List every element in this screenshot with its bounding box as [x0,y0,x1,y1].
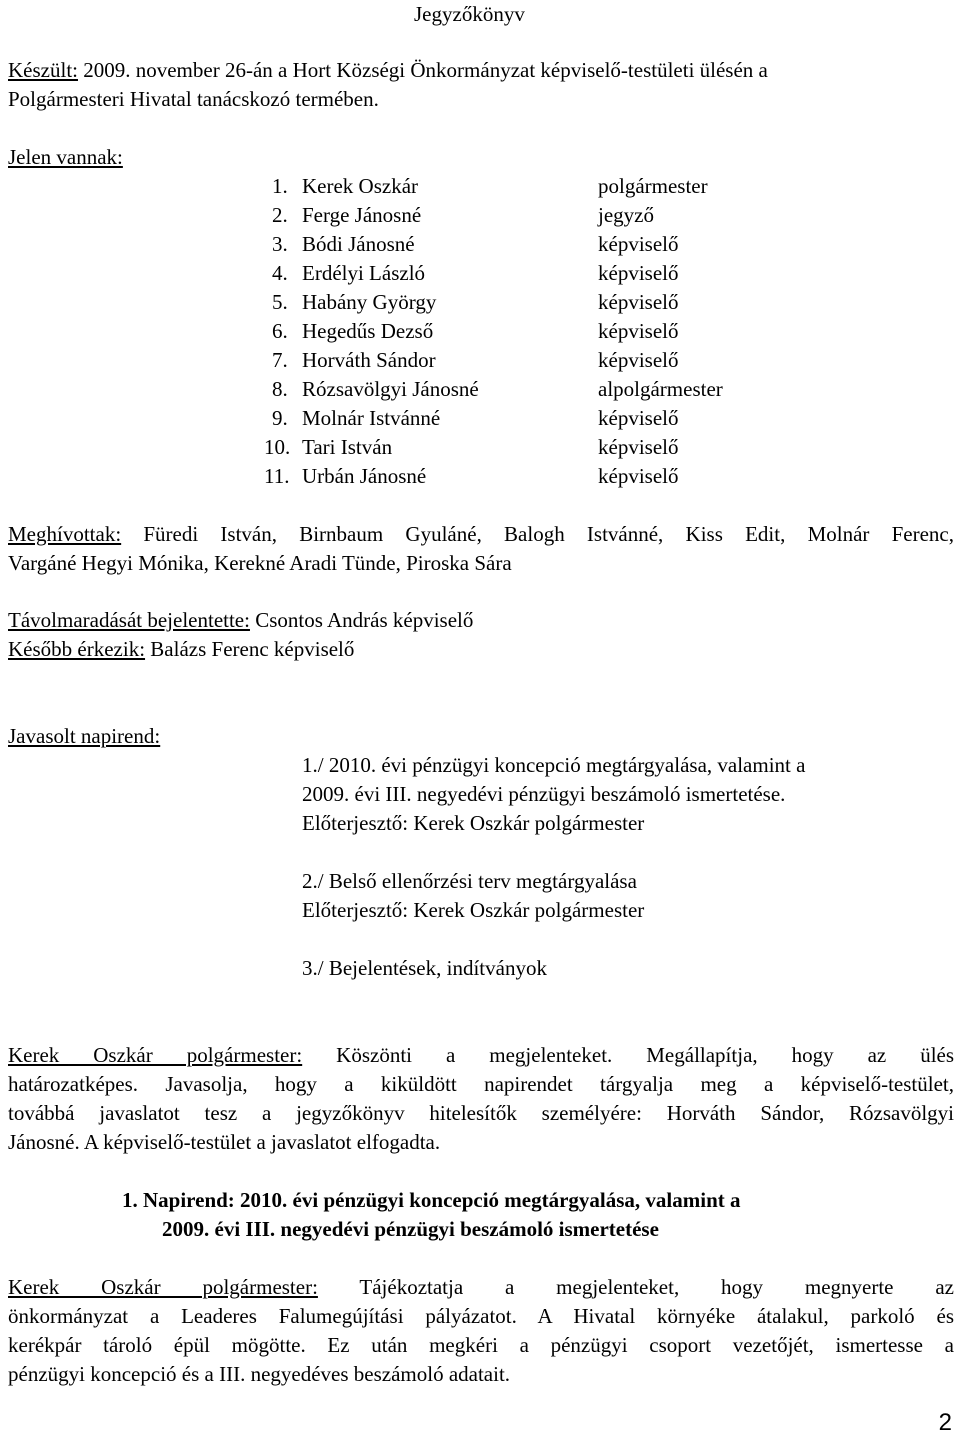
member-name: Kerek Oszkár [302,174,419,198]
member-name: Molnár Istvánné [302,406,441,430]
member-role: jegyző [598,203,654,227]
member-number: 5. [272,290,288,314]
member-number: 10. [264,435,291,459]
keszult-text: 2009. november 26-án a Hort Községi Önkormányzat képviselő-testületi ülésén a [77,58,768,82]
document-title: Jegyzőkönyv [414,2,525,26]
member-name: Rózsavölgyi Jánosné [302,377,479,401]
napirend-item-1: 1./ 2010. évi pénzügyi koncepció megtárgyalása, valamint a [302,753,806,777]
member-number: 11. [264,464,290,488]
para2-line3: kerékpár tároló épül mögötte. Ez után megkéri a pénzügyi csoport vezetőjét, ismertesse a [8,1333,954,1357]
member-number: 4. [272,261,288,285]
member-role: képviselő [598,290,679,314]
tavol-text: Csontos András képviselő [249,608,474,632]
member-number: 3. [272,232,288,256]
member-name: Horváth Sándor [302,348,436,372]
para1-text1: Köszönti a megjelenteket. Megállapítja, hogy az ülés [336,1043,955,1067]
tavol-line [8,606,473,635]
para1-line3: továbbá javaslatot tesz a jegyzőkönyv hitelesítők személyére: Horváth Sándor, Rózsavölgyi [8,1101,954,1125]
para1-line4: Jánosné. A képviselő-testület a javaslatot elfogadta. [8,1130,441,1154]
napirend-heading-line2: 2009. évi III. negyedévi pénzügyi beszámoló ismertetése [162,1217,659,1241]
napirend-item-1-cont: 2009. évi III. negyedévi pénzügyi beszámoló ismertetése. [302,782,786,806]
member-role: képviselő [598,348,679,372]
member-number: 2. [272,203,288,227]
para1-speaker: Kerek Oszkár polgármester: [8,1043,303,1067]
member-role: képviselő [598,435,679,459]
member-name: Urbán Jánosné [302,464,427,488]
member-number: 9. [272,406,288,430]
napirend-label: Javasolt napirend: [8,724,161,748]
member-role: képviselő [598,464,679,488]
para1-line1 [8,1041,954,1070]
member-name: Bódi Jánosné [302,232,415,256]
kesobb-text: Balázs Ferenc képviselő [145,637,355,661]
keszult-label: Készült: [8,58,78,82]
meghivottak-label: Meghívottak: [8,522,122,546]
member-name: Erdélyi László [302,261,426,285]
napirend-heading-line1: 1. Napirend: 2010. évi pénzügyi koncepció megtárgyalása, valamint a [122,1188,741,1212]
kesobb-label: Később érkezik: [8,637,146,661]
meghivottak-line2: Vargáné Hegyi Mónika, Kerekné Aradi Tünde, Piroska Sára [8,551,512,575]
napirend-item-3: 3./ Bejelentések, indítványok [302,956,547,980]
jelen-label: Jelen vannak: [8,145,123,169]
meghivottak-line1 [8,520,954,549]
tavol-label: Távolmaradását bejelentette: [8,608,250,632]
para2-line1 [8,1273,954,1302]
member-number: 1. [272,174,288,198]
napirend-item-2: 2./ Belső ellenőrzési terv megtárgyalása [302,869,637,893]
para2-line2: önkormányzat a Leaderes Falumegújítási pályázatot. A Hivatal környéke átalakul, parkoló és [8,1304,954,1328]
para2-line4: pénzügyi koncepció és a III. negyedéves beszámoló adatait. [8,1362,511,1386]
member-name: Tari István [302,435,393,459]
keszult-line1 [8,56,768,85]
meghivottak-text: Füredi István, Birnbaum Gyuláné, Balogh Istvánné, Kiss Edit, Molnár Ferenc, [121,522,954,546]
page-number: 2 [938,1409,952,1436]
napirend-item-2-presenter: Előterjesztő: Kerek Oszkár polgármester [302,898,645,922]
member-name: Hegedűs Dezső [302,319,434,343]
para2-speaker: Kerek Oszkár polgármester: [8,1275,318,1299]
member-number: 6. [272,319,288,343]
member-role: polgármester [598,174,708,198]
napirend-item-1-presenter: Előterjesztő: Kerek Oszkár polgármester [302,811,645,835]
member-role: képviselő [598,319,679,343]
kesobb-line [8,635,354,664]
member-role: képviselő [598,232,679,256]
keszult-line2: Polgármesteri Hivatal tanácskozó termében. [8,87,379,111]
member-role: képviselő [598,406,679,430]
member-role: alpolgármester [598,377,723,401]
member-number: 8. [272,377,288,401]
member-name: Ferge Jánosné [302,203,422,227]
para1-line2: határozatképes. Javasolja, hogy a kiküldött napirendet tárgyalja meg a képviselő-testület, [8,1072,954,1096]
member-number: 7. [272,348,288,372]
member-name: Habány György [302,290,437,314]
para2-text1: Tájékoztatja a megjelenteket, hogy megnyerte az [359,1275,954,1299]
member-role: képviselő [598,261,679,285]
